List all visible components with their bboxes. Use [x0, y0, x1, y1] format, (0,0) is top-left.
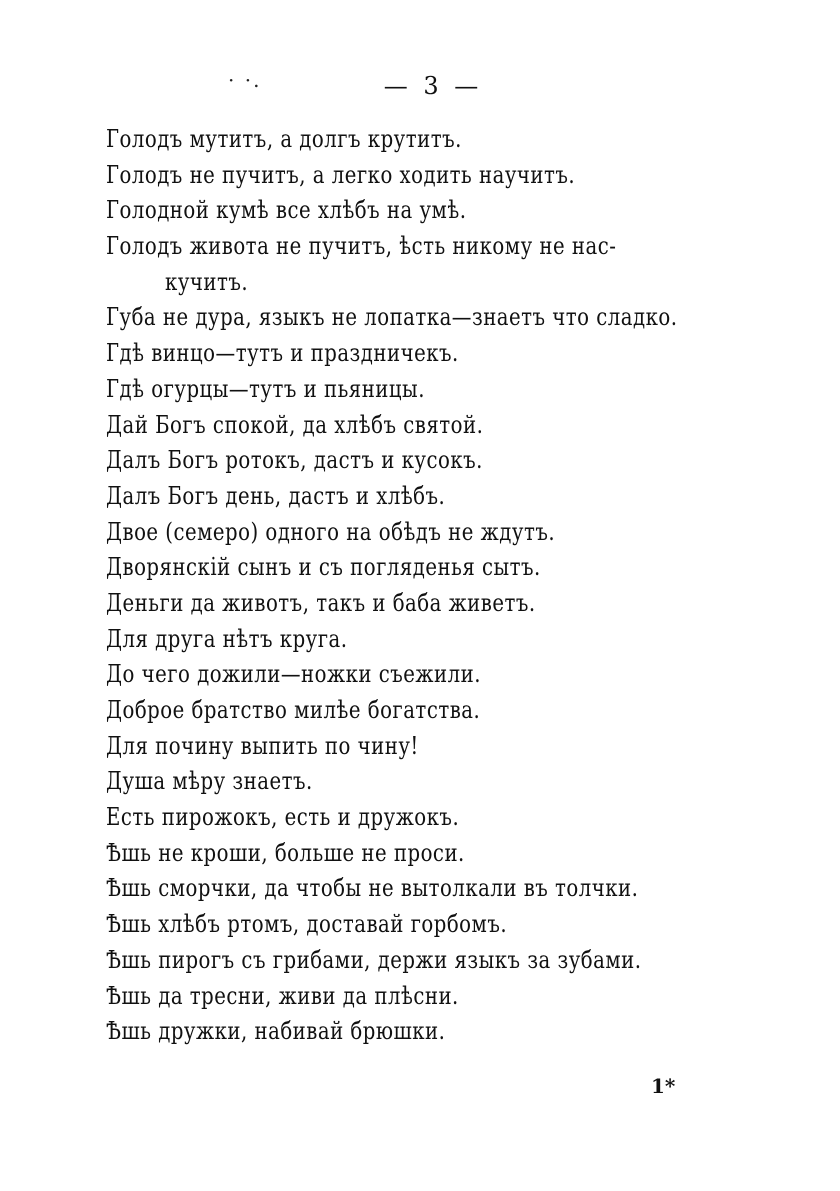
proverb-line: До чего дожили—ножки съежили.: [106, 660, 481, 689]
proverb-line: Ѣшь дружки, набивай брюшки.: [106, 1017, 446, 1046]
proverb-line: Деньги да животъ, такъ и баба живетъ.: [106, 588, 536, 617]
proverb-line: Голодъ мутитъ, а долгъ крутитъ.: [106, 125, 462, 153]
proverb-line: Далъ Богъ ротокъ, дастъ и кусокъ.: [106, 446, 483, 475]
proverb-line: Для друга нѣтъ круга.: [106, 624, 348, 653]
proverb-line: Ѣшь сморчки, да чтобы не вытолкали въ толчки.: [106, 874, 639, 903]
proverb-line: Далъ Богъ день, дастъ и хлѣбъ.: [106, 481, 446, 510]
proverb-line: Двое (семеро) одного на обѣдъ не ждутъ.: [106, 517, 556, 546]
proverb-line: Ѣшь хлѣбъ ртомъ, доставай горбомъ.: [106, 910, 508, 939]
proverb-line: Голодъ живота не пучитъ, ѣсть никому не нас-: [106, 232, 617, 261]
proverb-list: [106, 122, 766, 1050]
proverb-line: Есть пирожокъ, есть и дружокъ.: [106, 803, 460, 832]
proverb-line: Дай Богъ спокой, да хлѣбъ святой.: [106, 410, 484, 439]
proverb-line: Гдѣ винцо—тутъ и праздничекъ.: [106, 339, 459, 368]
proverb-line: Голодъ не пучитъ, а легко ходить научитъ.: [106, 160, 576, 189]
proverb-line: Голодной кумѣ все хлѣбъ на умѣ.: [106, 196, 467, 225]
proverb-line: Для почину выпить по чину!: [106, 731, 419, 760]
proverb-line: Губа не дура, языкъ не лопатка—знаетъ что сладко.: [106, 303, 678, 332]
proverb-line: Душа мѣру знаетъ.: [106, 767, 313, 796]
proverb-line: Ѣшь пирогъ съ грибами, держи языкъ за зубами.: [106, 945, 642, 974]
signature-mark: 1*: [651, 1074, 676, 1098]
page-number: — 3 —: [383, 72, 483, 100]
proverb-line: Ѣшь не кроши, больше не проси.: [106, 838, 465, 867]
proverb-line: Дворянскій сынъ и съ погляденья сытъ.: [106, 553, 541, 582]
header-dots: · ·.: [228, 68, 262, 92]
proverb-line: Ѣшь да тресни, живи да плѣсни.: [106, 981, 459, 1010]
proverb-line-continuation: кучитъ.: [165, 267, 249, 296]
proverb-line: Гдѣ огурцы—тутъ и пьяницы.: [106, 374, 425, 403]
proverb-line: Доброе братство милѣе богатства.: [106, 696, 481, 724]
